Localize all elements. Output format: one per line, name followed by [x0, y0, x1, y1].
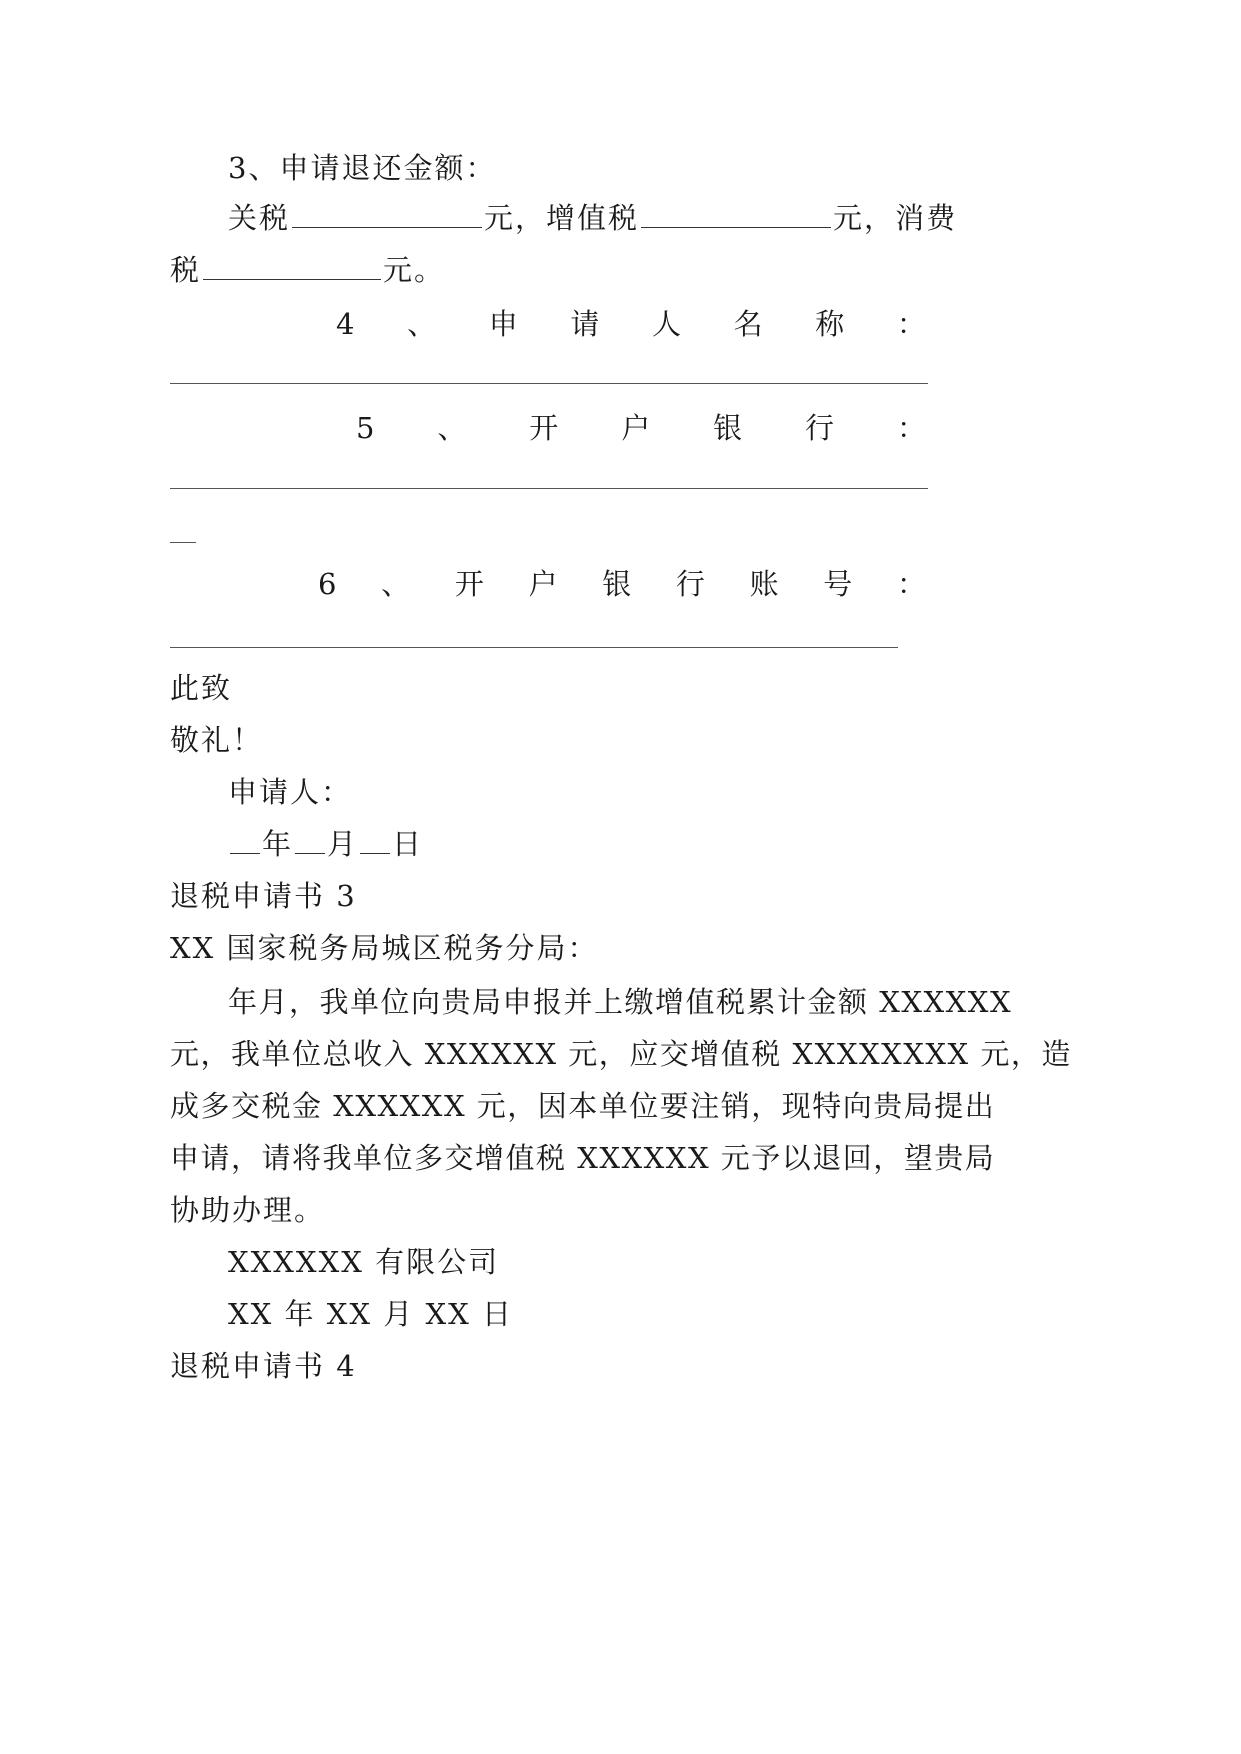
letter3-date: XX 年 XX 月 XX 日	[228, 1297, 513, 1331]
letter3-company: XXXXXX 有限公司	[228, 1245, 500, 1279]
customs-duty-label: 关税	[228, 201, 291, 235]
spread-char: 称	[815, 307, 845, 341]
bank-name-label	[356, 408, 926, 448]
month-label: 月	[327, 827, 359, 861]
spread-char: 、	[381, 567, 411, 601]
unit-yuan-end: 元。	[383, 253, 446, 287]
bank-name-blank[interactable]	[170, 488, 928, 489]
consumption-tax-label-part1: 消费	[895, 201, 958, 235]
spread-char: 户	[528, 567, 558, 601]
vat-blank[interactable]	[641, 226, 831, 228]
day-label: 日	[392, 827, 424, 861]
spread-char: 4	[336, 307, 355, 341]
year-blank[interactable]	[230, 852, 260, 854]
spread-char: 行	[805, 411, 835, 445]
spread-char: ：	[896, 567, 926, 601]
year-label: 年	[262, 827, 294, 861]
closing-line-1: 此致	[170, 671, 233, 705]
spread-char: 银	[713, 411, 743, 445]
spread-char: 开	[454, 567, 484, 601]
spread-char: ：	[896, 411, 926, 445]
unit-yuan: 元，	[484, 201, 547, 235]
signature-date	[228, 824, 423, 864]
spread-char: 、	[407, 307, 437, 341]
spread-char: 户	[621, 411, 651, 445]
consumption-tax-line	[170, 250, 445, 290]
letter3-body-line: 协助办理。	[170, 1193, 326, 1227]
spread-char: 开	[529, 411, 559, 445]
spread-char: 银	[602, 567, 632, 601]
applicant-name-label	[336, 304, 926, 344]
letter3-body-line: 申请，请将我单位多交增值税 XXXXXX 元予以退回，望贵局	[170, 1141, 996, 1175]
bank-name-blank-continued[interactable]	[170, 542, 196, 543]
letter3-title: 退税申请书 3	[170, 879, 357, 913]
consumption-tax-label-part2: 税	[170, 253, 202, 287]
letter3-addressee: XX 国家税务局城区税务分局：	[170, 931, 599, 965]
letter3-body-line: 成多交税金 XXXXXX 元，因本单位要注销，现特向贵局提出	[170, 1089, 996, 1123]
spread-char: 5	[356, 411, 375, 445]
spread-char: 申	[488, 307, 518, 341]
customs-vat-consumption-line	[228, 198, 957, 238]
applicant-name-blank[interactable]	[170, 383, 928, 384]
letter4-title: 退税申请书 4	[170, 1349, 357, 1383]
customs-duty-blank[interactable]	[292, 226, 482, 228]
spread-char: 号	[823, 567, 853, 601]
spread-char: 账	[749, 567, 779, 601]
spread-char: 名	[733, 307, 763, 341]
month-blank[interactable]	[295, 852, 325, 854]
spread-char: 、	[437, 411, 467, 445]
closing-line-2: 敬礼！	[170, 723, 264, 757]
letter3-body-line: 元，我单位总收入 XXXXXX 元，应交增值税 XXXXXXXX 元，造	[170, 1037, 1072, 1071]
spread-char: 请	[570, 307, 600, 341]
spread-char: 6	[318, 567, 337, 601]
bank-account-blank[interactable]	[170, 647, 898, 648]
bank-account-label	[318, 564, 926, 604]
consumption-tax-blank[interactable]	[203, 278, 381, 280]
day-blank[interactable]	[360, 852, 390, 854]
spread-char: 人	[652, 307, 682, 341]
letter3-body-line: 年月，我单位向贵局申报并上缴增值税累计金额 XXXXXX	[228, 985, 1013, 1019]
spread-char: 行	[675, 567, 705, 601]
spread-char: ：	[896, 307, 926, 341]
applicant-signature-label: 申请人：	[228, 775, 353, 809]
refund-amount-heading: 3、申请退还金额：	[228, 151, 497, 185]
vat-label: 增值税	[546, 201, 640, 235]
unit-yuan: 元，	[833, 201, 896, 235]
